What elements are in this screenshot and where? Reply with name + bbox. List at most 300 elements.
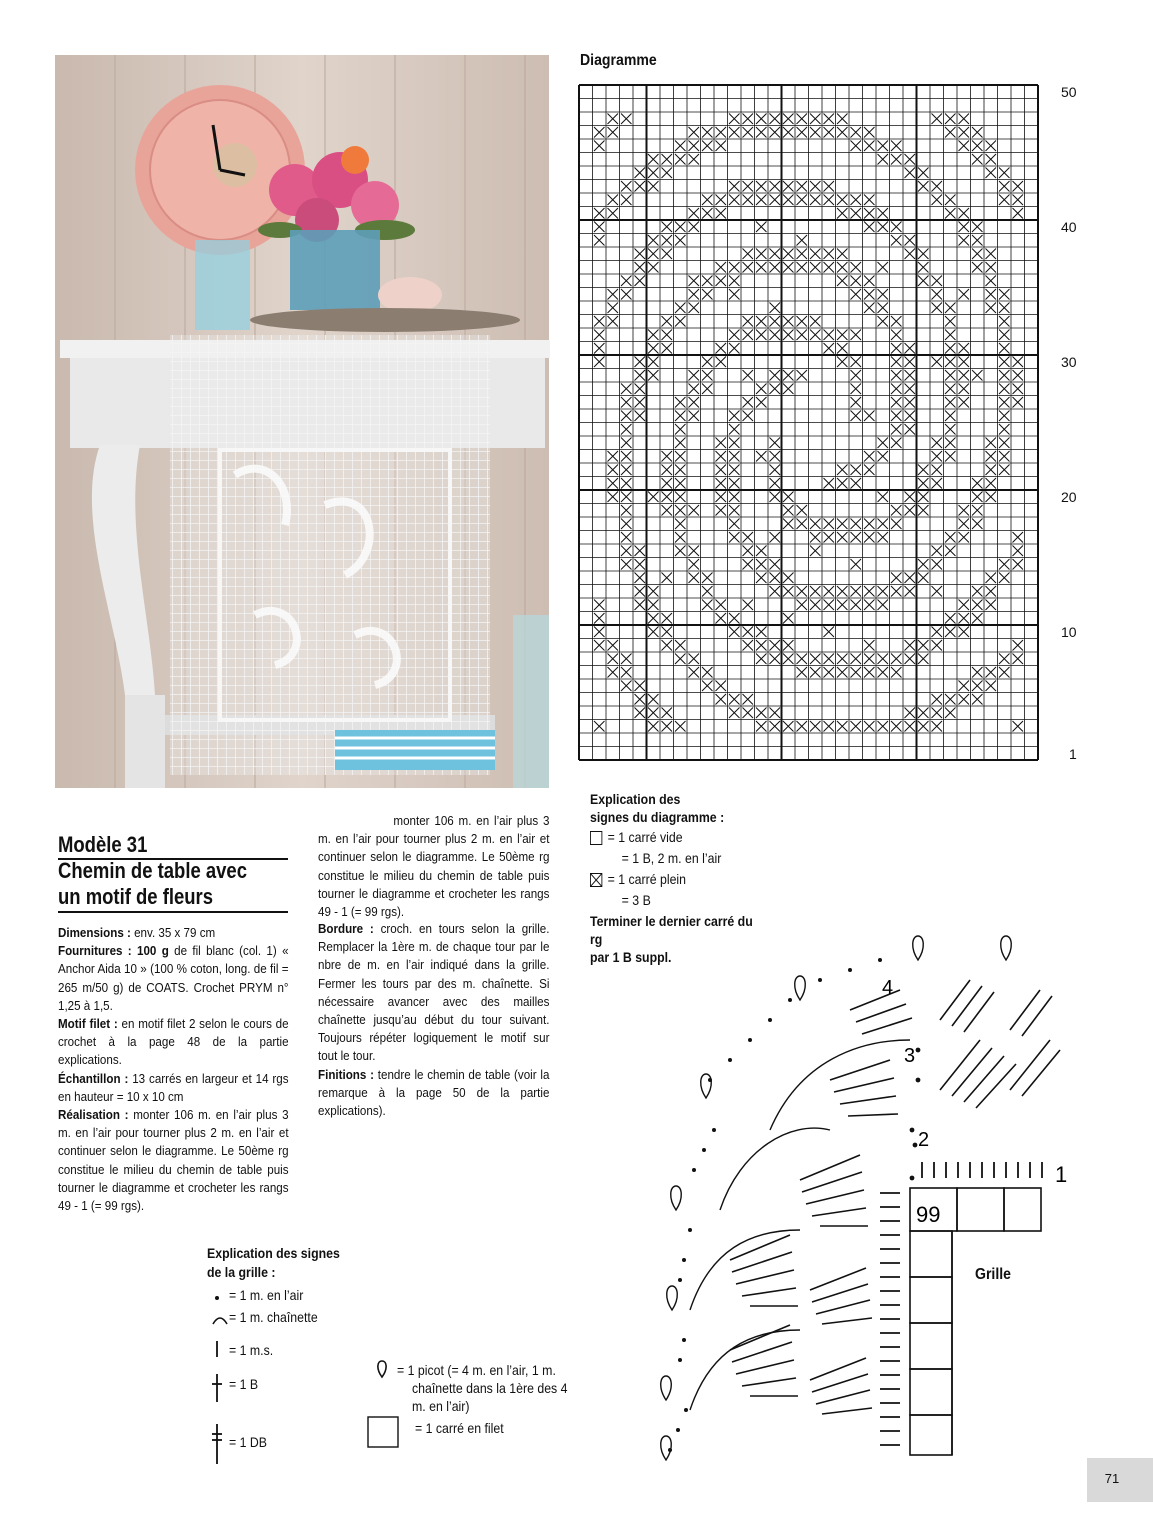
filled-square [905,573,916,584]
filled-square [864,721,875,732]
filled-square [662,343,673,354]
filled-square [810,519,821,530]
filled-square [999,573,1010,584]
filled-square [959,114,970,125]
legend-picot-line-2: chaînette dans la 1ère des 4 [412,1380,568,1396]
filled-square [905,370,916,381]
filled-square [729,114,740,125]
filled-square [621,276,632,287]
filled-square [864,667,875,678]
filled-square [905,505,916,516]
filled-square [621,114,632,125]
filled-square [878,492,889,503]
filled-square [635,586,646,597]
filled-square [797,667,808,678]
filled-square [689,559,700,570]
filled-square [891,330,902,341]
filled-square [959,532,970,543]
filet-diagram-chart [578,84,1039,761]
filled-square [608,640,619,651]
filled-square [743,249,754,260]
filled-square [878,316,889,327]
title-rule-top [58,858,288,860]
filled-square [824,586,835,597]
filled-square [756,559,767,570]
filled-square [635,397,646,408]
filled-square [918,465,929,476]
row-label-30: 30 [1061,354,1077,370]
filled-square [594,141,605,152]
slip-stitch-arc-icon [211,1312,229,1326]
filled-square [945,424,956,435]
filled-square [851,600,862,611]
filled-square [621,181,632,192]
model-name-line-2: un motif de fleurs [58,884,214,909]
filled-square [918,492,929,503]
filled-square [594,640,605,651]
filled-square [905,424,916,435]
filled-square [716,262,727,273]
filled-square [770,478,781,489]
filled-square [729,627,740,638]
filled-square [662,316,673,327]
page-number: 71 [1104,1471,1120,1486]
filled-square [648,181,659,192]
filled-square [959,235,970,246]
filled-square [729,343,740,354]
filled-square [675,465,686,476]
filled-square [675,640,686,651]
filled-square [621,424,632,435]
filled-square [837,532,848,543]
filled-square [594,721,605,732]
filled-square [702,573,713,584]
filled-square [608,478,619,489]
filled-square [743,370,754,381]
filled-square [716,613,727,624]
filled-square [783,640,794,651]
filled-square [743,600,754,611]
filled-square [1013,384,1024,395]
filled-square [905,154,916,165]
filled-square [621,654,632,665]
filled-square [716,465,727,476]
filled-square [972,505,983,516]
filled-square [986,276,997,287]
filled-square [837,478,848,489]
filled-square [891,222,902,233]
filled-square [959,397,970,408]
filled-square [959,600,970,611]
filet-square-icon [367,1416,399,1448]
filled-square [648,154,659,165]
filled-square [743,411,754,422]
filled-square [959,127,970,138]
filled-square [810,667,821,678]
filled-square [662,168,673,179]
filled-square [837,357,848,368]
filled-square [783,249,794,260]
filled-square [864,600,875,611]
round-label-4: 4 [882,977,894,999]
filled-square [689,127,700,138]
filled-square [729,492,740,503]
filled-square [986,478,997,489]
filled-square [824,654,835,665]
filled-square [959,289,970,300]
filled-square [932,114,943,125]
filled-square [689,208,700,219]
filled-square [837,276,848,287]
filled-square [891,667,902,678]
filled-square [824,330,835,341]
filled-square [945,330,956,341]
filled-square [689,654,700,665]
row-label-20: 20 [1061,489,1077,505]
filled-square [932,586,943,597]
filled-square [770,438,781,449]
filled-square [999,654,1010,665]
filled-square [783,370,794,381]
filled-square [837,721,848,732]
filled-square [945,370,956,381]
filled-square [702,208,713,219]
filled-square [675,721,686,732]
filled-square [837,343,848,354]
filled-square [770,316,781,327]
filled-square [770,708,781,719]
filled-square [851,411,862,422]
filled-square [1013,208,1024,219]
filled-square [797,249,808,260]
filled-square [648,721,659,732]
filled-square [932,694,943,705]
filled-square [824,532,835,543]
filled-square [810,600,821,611]
filled-square [621,397,632,408]
filled-square [851,195,862,206]
filled-square [918,708,929,719]
filled-square [972,141,983,152]
filled-square [1013,181,1024,192]
round-label-3: 3 [904,1045,916,1067]
filled-square [945,438,956,449]
filled-square [689,303,700,314]
filled-square [675,316,686,327]
filled-square [783,492,794,503]
filled-square [729,708,740,719]
filled-square [756,627,767,638]
filled-square [621,289,632,300]
filled-square [797,235,808,246]
filled-square [675,424,686,435]
filled-square [635,681,646,692]
filled-square [797,654,808,665]
legend-note-1: Terminer le dernier carré du rg [590,913,753,947]
legend-picot-line-3: m. en l’air) [412,1398,470,1414]
filled-square [878,154,889,165]
filled-square [783,384,794,395]
filled-square [729,465,740,476]
filled-square [837,465,848,476]
filled-square [972,154,983,165]
filled-square [729,519,740,530]
legend-title-2: signes du diagramme : [590,809,725,825]
legend-treble-crochet: = 1 DB [229,1434,268,1450]
round-label-2: 2 [918,1129,930,1151]
filled-square [986,451,997,462]
filled-square [945,316,956,327]
filled-square [959,222,970,233]
filled-square [932,276,943,287]
row-label-40: 40 [1061,219,1077,235]
filled-square [797,127,808,138]
filled-square [594,222,605,233]
filled-square [675,397,686,408]
title-rule-bottom [58,911,288,913]
filled-square [621,438,632,449]
filled-square [621,681,632,692]
filled-square [945,343,956,354]
realisation-continued [318,813,550,920]
filled-square [662,330,673,341]
filled-square [689,141,700,152]
legend-title-1: Explication des [590,791,681,807]
filled-square [851,667,862,678]
filled-square [729,411,740,422]
filled-square [594,357,605,368]
filled-square [999,384,1010,395]
filled-square [743,546,754,557]
filled-square [1013,721,1024,732]
filled-square [675,222,686,233]
filled-square [783,262,794,273]
filled-square [675,492,686,503]
filled-square [837,114,848,125]
filled-square [770,654,781,665]
filled-square [797,330,808,341]
filled-square [999,667,1010,678]
filled-square [702,600,713,611]
filled-square [621,465,632,476]
filled-square [959,505,970,516]
filled-square [824,114,835,125]
filled-square [824,600,835,611]
filled-square [729,694,740,705]
filled-square [743,708,754,719]
filled-square [986,168,997,179]
filled-square [945,451,956,462]
filled-square [621,195,632,206]
filled-square [662,222,673,233]
filled-square [864,127,875,138]
filled-square [864,586,875,597]
filled-square [594,627,605,638]
filled-square [837,208,848,219]
filled-square [756,316,767,327]
filled-square [675,438,686,449]
filled-square [959,627,970,638]
filled-square [891,505,902,516]
filled-square [743,181,754,192]
filled-square [959,343,970,354]
filled-square [621,478,632,489]
filled-square [864,208,875,219]
filled-square [851,357,862,368]
filled-square [635,181,646,192]
filled-square [729,276,740,287]
filled-square [797,505,808,516]
filled-square [999,451,1010,462]
filled-square [986,249,997,260]
filled-square [689,411,700,422]
filled-square [756,708,767,719]
filled-square [878,303,889,314]
filled-square [783,573,794,584]
filled-square [635,559,646,570]
instructions-column-2 [318,813,550,1120]
filled-square [770,370,781,381]
filled-square [810,249,821,260]
filled-square [716,451,727,462]
filled-square [770,465,781,476]
legend-filet-square: = 1 carré en filet [415,1420,504,1436]
filled-square [662,478,673,489]
filled-square [608,127,619,138]
filled-square [810,114,821,125]
filled-square [621,384,632,395]
filled-square [635,384,646,395]
filled-square [824,181,835,192]
filled-square [837,600,848,611]
filled-square [702,357,713,368]
filled-square [1013,654,1024,665]
filled-square [878,532,889,543]
filled-square [689,667,700,678]
filled-square [810,127,821,138]
filled-square [864,141,875,152]
filled-square [837,249,848,260]
filled-square [851,127,862,138]
filled-square [621,411,632,422]
filled-square [837,195,848,206]
filled-square [905,384,916,395]
filled-square [662,249,673,260]
grille-cell-label: 99 [916,1202,941,1227]
filled-square [959,384,970,395]
filled-square [743,397,754,408]
filled-square [851,384,862,395]
filled-square [621,519,632,530]
filled-square [648,694,659,705]
filled-square [824,249,835,260]
filled-square [824,721,835,732]
filled-square [702,289,713,300]
filled-square [797,262,808,273]
filled-square [729,478,740,489]
filled-square [959,141,970,152]
filled-square [999,303,1010,314]
filled-square [837,127,848,138]
filled-square [770,559,781,570]
filled-square [986,667,997,678]
filled-square [797,181,808,192]
filled-square [756,384,767,395]
filled-square [675,546,686,557]
filled-square [945,708,956,719]
filled-square [945,208,956,219]
filled-square [675,411,686,422]
filled-square [824,667,835,678]
filled-square [999,411,1010,422]
filled-square [837,586,848,597]
filled-square [702,195,713,206]
filled-square [810,181,821,192]
filled-square [662,573,673,584]
filled-square [662,451,673,462]
grille-label: Grille [975,1266,1011,1283]
filled-square [959,208,970,219]
page-number-box [1087,1458,1153,1502]
filled-square [891,154,902,165]
filled-square [810,721,821,732]
filled-square [999,424,1010,435]
filled-square [986,492,997,503]
filled-square [702,141,713,152]
filled-square [972,249,983,260]
filled-square [662,235,673,246]
filled-square [797,519,808,530]
filled-square [918,276,929,287]
filled-square [756,114,767,125]
filled-square [891,424,902,435]
filled-square [756,397,767,408]
filled-square [864,195,875,206]
filled-square [891,141,902,152]
filled-square [621,505,632,516]
filled-square [608,114,619,125]
filled-square [770,492,781,503]
filled-square [851,397,862,408]
dimensions: Dimensions : env. 35 x 79 cm [58,925,216,940]
filled-square [743,330,754,341]
filled-square [689,397,700,408]
realisation-hidden-part: monter 106 m. en l’air plus 3 m. en l’air pour tourner plus 2 m. en l’air et continuer selon le diagramme. Le 50ème rg constitue le milieu du chemin de table puis tourner le diagramme et crocheter les rangs 49 - 1 (= 99 rgs). [318,813,550,920]
filled-square [1013,370,1024,381]
filled-square [851,559,862,570]
filled-square [905,708,916,719]
filled-square [648,168,659,179]
crossed-square-icon [590,873,602,887]
filled-square [648,586,659,597]
legend-full-square-detail: = 3 B [621,892,651,908]
filled-square [702,667,713,678]
filled-square [972,262,983,273]
filled-square [783,330,794,341]
filled-square [972,492,983,503]
filled-square [932,640,943,651]
filled-square [905,492,916,503]
filled-square [689,573,700,584]
filled-square [783,505,794,516]
filled-square [999,559,1010,570]
filled-square [972,613,983,624]
filled-square [986,681,997,692]
filled-square [932,721,943,732]
filled-square [648,600,659,611]
filled-square [783,181,794,192]
filled-square [662,640,673,651]
